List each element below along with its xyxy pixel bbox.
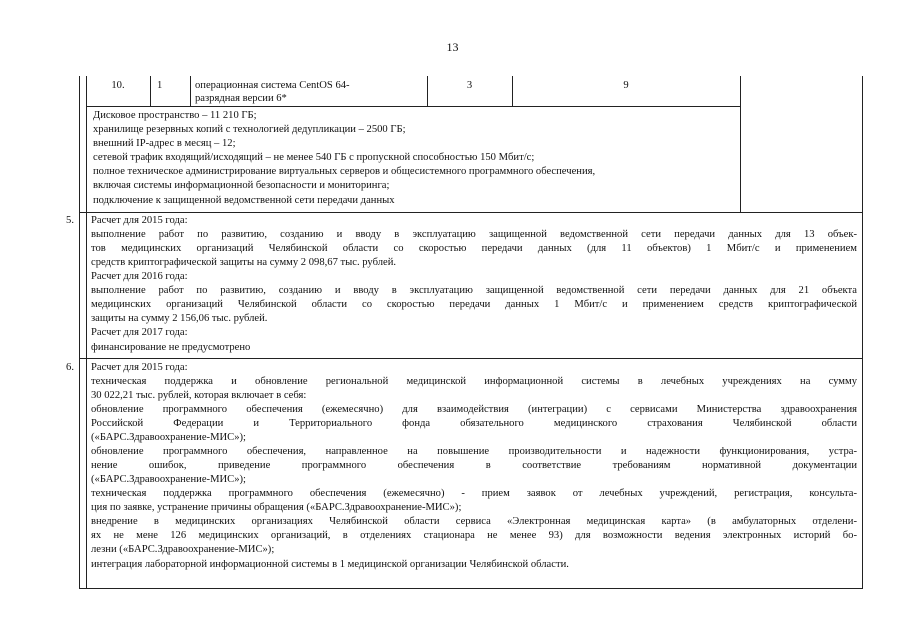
column-divider-number [86,76,87,212]
section6-line: внедрение в медицинских организациях Челябинской области сервиса «Электронная медицинская карта» (в амбулаторных отделени- [91,516,857,527]
section5-line: медицинских организаций Челябинской области со скоростью передачи данных 1 Мбит/с и применением средств криптографической [91,299,857,310]
row10-name-line1: операционная система CentOS 64- [195,80,350,91]
section5-line: средств криптографической защиты на сумму 2 098,67 тыс. рублей. [91,257,397,268]
section6-line: лезни («БАРС.Здравоохранение-МИС»); [91,544,275,555]
section6-line: техническая поддержка и обновление региональной медицинской информационной системы в лечебных учреждениях на сумму [91,376,857,387]
section5-line: выполнение работ по развитию, созданию и вводу в эксплуатацию защищенной ведомственной сети передачи данных для 21 объекта [91,285,857,296]
section5-number: 5. [66,215,74,226]
page-number: 13 [446,40,459,54]
row10-col5: 9 [623,80,629,91]
row10-number: 10. [111,80,125,91]
spec-line: включая системы информационной безопасности и мониторинга; [93,180,390,191]
row10-col4: 3 [466,80,473,91]
section6-top-rule [80,358,862,359]
section6-line: ция по заявке, устранение причины обращения («БАРС.Здравоохранение-МИС»); [91,502,462,513]
section6-line: 30 022,21 тыс. рублей, которая включает в себя: [91,390,307,401]
row10-name-line2: разрядная версии 6* [195,93,287,104]
spec-line: сетевой трафик входящий/исходящий – не менее 540 ГБ с пропускной способностью 150 Мбит/с; [93,152,535,163]
section5-line: финансирование не предусмотрено [91,342,251,353]
spec-line: подключение к защищенной ведомственной сети передачи данных [93,195,395,206]
spec-line: внешний IP-адрес в месяц – 12; [93,138,236,149]
row10-bottom-rule [86,106,740,107]
spec-line: Дисковое пространство – 11 210 ГБ; [93,110,257,121]
spec-line: полное техническое администрирование виртуальных серверов и общесистемного программного обеспечения, [93,166,596,177]
section-number-divider [86,212,87,588]
section6-line: Расчет для 2015 года: [91,362,188,373]
section5-line: Расчет для 2016 года: [91,271,188,282]
section6-line: нение ошибок, приведение программного обеспечения в соответствие требованиям нормативной документации [91,460,857,471]
section6-line: Российской Федерации и Территориального фонда обязательного медицинского страхования Челябинской области [91,418,857,429]
section6-line: техническая поддержка программного обеспечения (ежемесячно) - прием заявок от лечебных учреждений, регистрация, консульта- [91,488,857,499]
section6-line: обновление программного обеспечения (ежемесячно) для взаимодействия (интеграции) с сервисами Министерства здравоохранения [91,404,857,415]
section5-line: Расчет для 2015 года: [91,215,188,226]
column-divider-qty [190,76,191,106]
section5-top-rule [80,212,862,213]
column-divider-inner-left [150,76,151,106]
section6-line: («БАРС.Здравоохранение-МИС»); [91,474,246,485]
spec-line: хранилище резервных копий с технологией дедупликации – 2500 ГБ; [93,124,406,135]
section6-line: интеграция лабораторной информационной системы в 1 медицинской организации Челябинской области. [91,559,569,570]
section5-line: тов медицинских организаций Челябинской области со скоростью передачи данных (для 11 объектов) 1 Мбит/с и применением [91,243,857,254]
section6-number: 6. [66,362,74,373]
section6-line: обновление программного обеспечения, направленное на повышение производительности и надежности функционирования, устра- [91,446,857,457]
section6-line: ях не мене 126 медицинских организаций, в отделениях стационара не менее 93) для возможности ведения электронных историй бо- [91,530,857,541]
section5-line: защиты на сумму 2 156,06 тыс. рублей. [91,313,268,324]
section5-line: выполнение работ по развитию, созданию и вводу в эксплуатацию защищенной ведомственной сети передачи данных для 13 объек- [91,229,857,240]
section5-line: Расчет для 2017 года: [91,327,188,338]
section6-line: («БАРС.Здравоохранение-МИС»); [91,432,246,443]
document-table [66,76,863,589]
row10-quantity: 1 [157,80,163,91]
column-divider-inner-right [740,76,741,212]
